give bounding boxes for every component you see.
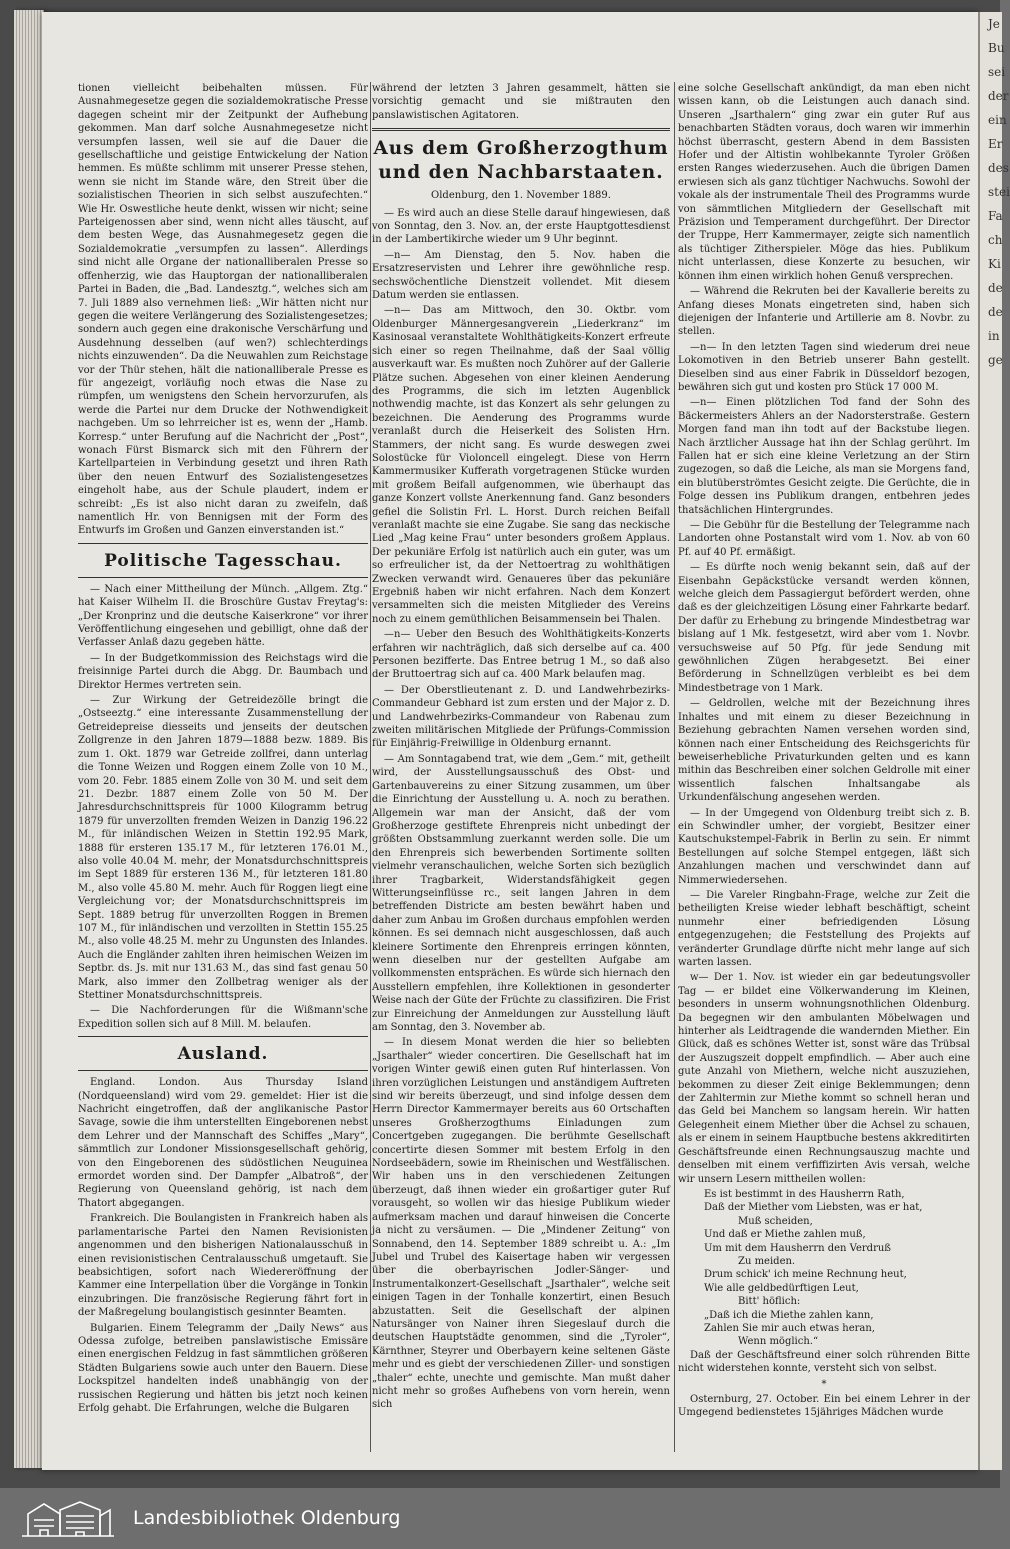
poem-line: Und daß er Miethe zahlen muß, (704, 1229, 866, 1241)
article-paragraph: Bulgarien. Einem Telegramm der „Daily News“ aus Odessa zufolge, betreiben panslawistische Emissäre einen energischen Feldzug in fast sämmtlichen größeren Städten Bulgariens sowie auch unter den Bauern. Diese Lockspitzel handelten indeß unabhängig von der russischen Regierung und hätten bis jetzt noch keinen Erfolg gehabt. Die Erfahrungen, welche die Bulgaren (78, 1322, 368, 1414)
article-paragraph: während der letzten 3 Jahren gesammelt, hätten sie vorsichtig gemacht und sie mißtrauten den panslawistischen Agitatoren. (372, 83, 670, 121)
library-building-icon (18, 1498, 118, 1538)
next-page-fragment: Je (988, 17, 1000, 31)
article-paragraph: —n— Das am Mittwoch, den 30. Oktbr. vom Oldenburger Männergesangverein „Liederkranz“ im Kasinosaal veranstaltete Wohlthätigkeits-Konzert erfreute sich einer so regen Theilnahme, daß der Saal völlig ausverkauft war. Es mußten noch Zuhörer auf der Gallerie Plätze suchen. Abgesehen von einer kleinen Aenderung des Programms, die sich im letzten Augenblick nothwendig machte, ist das Konzert als sehr gelungen zu bezeichnen. Die Aenderung des Programms wurde veranlaßt durch die Heiserkeit des Solisten Hrn. Stammers, der nicht sang. Es wurde deswegen zwei Solostücke für Violoncell eingelegt. Diese von Herrn Kammermusiker Kufferath vorgetragenen Stücke wurden mit großem Beifall aufgenommen, wie überhaupt das ganze Konzert vollste Anerkennung fand. Ganz besonders gefiel die Solistin Frl. L. Horst. Durch reichen Beifall veranlaßt machte sie eine Zugabe. Sie sang das neckische Lied „Mag keine Frau“ unter besonders großem Applaus. Der pekuniäre Erfolg ist natürlich auch ein guter, was um so erfreulicher ist, da der Nettoertrag zu wohlthätigen Zwecken verwandt wird. Genaueres über das pekuniäre Ergebniß haben wir nicht erfahren. Nach dem Konzert versammelten sich die meisten Mitglieder des Vereins noch zu einem gemüthlichen Beisammensein bei Thalen. (372, 305, 670, 625)
dateline: Oldenburg, den 1. November 1889. (431, 190, 611, 202)
column-1 (78, 82, 368, 1417)
poem-line: Daß der Miether vom Liebsten, was er hat, (704, 1202, 923, 1214)
section-heading: Ausland. (177, 1044, 269, 1065)
next-page-fragment: Er (988, 137, 1003, 151)
divider (78, 1036, 368, 1037)
library-footer (0, 1488, 1000, 1549)
next-page-edge (978, 12, 1010, 1470)
section-heading: Politische Tagesschau. (104, 550, 342, 571)
column-2 (372, 82, 670, 1414)
next-page-fragment: der (988, 89, 1009, 103)
newspaper-page (42, 12, 978, 1470)
library-name: Landesbibliothek Oldenburg (133, 1507, 401, 1529)
poem-line: Zahlen Sie mir auch etwas heran, (704, 1322, 875, 1334)
poem-line: Wenn möglich.“ (738, 1336, 819, 1348)
next-page-fragment: Bu (988, 41, 1005, 55)
next-page-fragment: in (988, 329, 1000, 343)
article-paragraph: — Am Sonntagabend trat, wie dem „Gem.“ mit, getheilt wird, der Ausstellungsausschuß des Obst- und Gartenbauvereins zu einer Sitzung zusammen, um über die Einrichtung der Ausstellung u. A. noch zu berathen. Allgemein war man der Ansicht, daß der vom Großherzoge gestiftete Ehrenpreis nicht unbedingt der größten Obstsammlung zuerkannt werden solle. Die um den Ehrenpreis sich bewerbenden Sortimente sollten vielmehr veranschaulichen, welche Sorten sich bezüglich ihrer Tragbarkeit, Widerstandsfähigkeit gegen Witterungseinflüsse rc., seit langen Jahren in dem betreffenden Districte am besten bewährt haben und daher zum Anbau im Großen durchaus empfohlen werden können. Es sei demnach nicht ausgeschlossen, daß auch kleinere Sortimente den Ehrenpreis erringen könnten, wenn dieselben nur der gestellten Aufgabe am vollkommensten entsprächen. Es würde sich hiernach den Ausstellern empfehlen, ihre Kollektionen in gesonderter Weise nach der Güte der Früchte zu classifiziren. Die Frist zur Einreichung der Anmeldungen zur Ausstellung läuft am Sonntag, den 3. November ab. (372, 753, 670, 1033)
poem-line: Um mit dem Hausherrn den Verdruß (704, 1242, 891, 1254)
article-paragraph: —n— Einen plötzlichen Tod fand der Sohn des Bäckermeisters Ahlers an der Nadorsterstraße. Gestern Morgen fand man ihn todt auf der Backstube liegen. Nach ärztlicher Aussage hat ihn der Schlag gerührt. Im Fallen hat er sich eine kleine Verletzung an der Stirn zugezogen, so daß die Leiche, als man sie Morgens fand, ein blutüberströmtes Gesicht zeigte. Die Gerüchte, die in Folge dessen ins Publikum drangen, entbehren jedes thatsächlichen Hintergrundes. (678, 397, 970, 516)
poem-line: „Daß ich die Miethe zahlen kann, (704, 1309, 874, 1321)
next-page-fragment: sei (988, 65, 1006, 79)
article-paragraph: — Es dürfte noch wenig bekannt sein, daß auf der Eisenbahn Gepäckstücke versandt werden können, welche gleich dem Passagiergut befördert werden, ohne daß es der gleichzeitigen Lösung einer Fahrkarte bedarf. Der dafür zu Erhebung zu bringende Mindestbetrag war bislang auf 1 Mk. festgesetzt, wird aber vom 1. Novbr. versuchsweise auf 50 Pfg. für jede Sendung mit gewöhnlichen Zügen herabgesetzt. Bei einer Beförderung in Schnellzügen verbleibt es bei dem Mindestbetrage von 1 Mark. (678, 562, 970, 694)
article-paragraph: — Nach einer Mittheilung der Münch. „Allgem. Ztg.“ hat Kaiser Wilhelm II. die Broschüre Gustav Freytag's: „Der Kronprinz und die deutsche Kaiserkrone“ vor ihrer Veröffentlichung eingesehen und gebilligt, ohne daß der Verfasser Anlaß dazu gegeben hätte. (78, 583, 368, 649)
section-star: * (821, 1378, 827, 1390)
next-page-fragment: ch (988, 233, 1003, 247)
divider (78, 543, 368, 544)
article-paragraph: —n— In den letzten Tagen sind wiederum drei neue Lokomotiven in den Betrieb unserer Bahn gestellt. Dieselben sind aus einer Fabrik in Düsseldorf bezogen, bewähren sich gut und kosten pro Stück 17 000 M. (678, 341, 970, 393)
next-page-fragment: ge (988, 353, 1003, 367)
article-paragraph: — Es wird auch an diese Stelle darauf hingewiesen, daß von Sonntag, den 3. Nov. an, der erste Hauptgottesdienst in der Lambertikirche wieder um 9 Uhr beginnt. (372, 207, 670, 246)
article-paragraph: — Geldrollen, welche mit der Bezeichnung ihres Inhaltes und mit einem zu dieser Bezeichnung in Beziehung gebrachten Namen versehen worden sind, können nach einer Entscheidung des Reichsgerichts für beweiserhebliche Privaturkunden gelten und es kann mithin das Beschreiben einer solchen Geldrolle mit einer wissentlich falschen Inhaltsangabe als Urkundenfälschung angesehen werden. (678, 698, 970, 804)
poem-line: Zu meiden. (738, 1255, 796, 1267)
next-page-fragment: Ki (988, 257, 1001, 271)
article-paragraph: — Während die Rekruten bei der Kavallerie bereits zu Anfang dieses Monats eingetreten sind, haben sich diejenigen der Infanterie und Artillerie am 8. Novbr. zu stellen. (678, 286, 970, 338)
column-rule (370, 82, 371, 1452)
next-page-fragment: de (988, 305, 1003, 319)
next-page-fragment: de (988, 281, 1003, 295)
poem-line: Wie alle geldbedürftigen Leut, (704, 1282, 859, 1294)
article-paragraph: — In der Budgetkommission des Reichstags wird die freisinnige Partei durch die Abgg. Dr. Baumbach und Direktor Hermes vertreten sein. (78, 652, 368, 691)
article-paragraph: — Zur Wirkung der Getreidezölle bringt die „Ostseeztg.“ eine interessante Zusammenstellung der Getreidepreise diesseits und jenseits der deutschen Zollgrenze in den Jahren 1879—1888 bezw. 1889. Bis zum 1. Okt. 1879 war Getreide zollfrei, dann unterlag die Tonne Weizen und Roggen einem Zolle von 10 M., vom 20. Febr. 1885 einem Zolle von 30 M. und seit dem 21. Dezbr. 1887 einem Zolle von 50 M. Der Jahresdurchschnittspreis für 1000 Kilogramm betrug 1879 für unverzollten fremden Weizen in Danzig 196.22 M., für inländischen Weizen in Stettin 192.95 Mark, 1888 für ersteren 135.17 M., für letzteren 176.01 M., also volle 40.04 M. mehr, der Monatsdurchschnittspreis im Sept 1889 für ersteren 136 M., für letzteren 181.80 M., also volle 45.80 M. mehr. Auch für Roggen liegt eine Vergleichung vor; der Monatsdurchschnittspreis im Sept. 1889 betrug für unverzollten Roggen in Bremen 107 M., für inländischen und verzollten in Stettin 155.25 M., also volle 48.25 M. mehr zu Ungunsten des Inlandes. Auch die Engländer zahlten ihren heimischen Weizen im Septbr. ds. Js. mit nur 131.63 M., das sind fast genau 50 Mark, also immer den Zollbetrag weniger als der Stettiner Monatsdurchschnittspreis. (78, 695, 368, 1001)
section-heading: Aus dem Großherzogthum und den Nachbarstaaten. (373, 138, 669, 184)
poem-line: Muß scheiden, (738, 1215, 813, 1227)
page-stack-edge (14, 10, 44, 1468)
article-paragraph: Osternburg, 27. October. Ein bei einem Lehrer in der Umgegend bedienstetes 15jähriges Mädchen wurde (678, 1394, 970, 1419)
article-paragraph: — In diesem Monat werden die hier so beliebten „Jsarthaler“ wieder concertiren. Die Gesellschaft hat im vorigen Winter gewiß einen guten Ruf hinterlassen. Von ihren vorzüglichen Leistungen und anständigem Auftreten sind wir bereits überzeugt, und sind infolge dessen dem Herrn Director Kammermayer bereits aus 60 Ortschaften unseres Großherzogthums Einladungen zum Concertgeben zugegangen. Die berühmte Gesellschaft concertirte diesen Sommer mit bestem Erfolg in den Nordseebädern, sowie im Rheinischen und Westfälischen. Wir haben uns in den verschiedenen Zeitungen überzeugt, daß ihnen wieder ein großartiger guter Ruf vorausgeht, so wollen wir das hiesige Publikum wieder aufmerksam machen und darauf hinweisen die Concerte ja nicht zu versäumen. — Die „Mindener Zeitung“ von Sonnabend, den 14. September 1889 schreibt u. A.: „Im Jubel und Trubel des Kaisertage haben wir vergessen über die oberbayrischen Jodler-Sänger- und Instrumentalkonzert-Gesellschaft „Jsarthaler“, welche seit einigen Tagen in der Tonhalle konzertirt, einen Besuch abzustatten. Seit die Gesellschaft der alpinen Natursänger von Nainer ihren Siegeslauf durch die deutschen Hauptstädte genommen, sind die „Tyroler“, Kärnthner, Steyrer und Oberbayern keine seltenen Gäste mehr und es giebt der verschiedenen Ziller- und sonstigen „thaler“ echte, unechte und gemischte. Man mußt daher nicht mehr so großes Aufhebens von vorn herein, wenn sich (372, 1037, 670, 1411)
article-paragraph: — Die Nachforderungen für die Wißmann'sche Expedition sollen sich auf 8 Mill. M. belaufen. (78, 1005, 368, 1030)
next-page-fragment: stei (988, 185, 1010, 199)
article-paragraph: eine solche Gesellschaft ankündigt, da man eben nicht wissen kann, ob die Leistungen auch danach sind. Unseren „Jsarthalern“ ging zwar ein guter Ruf aus benachbarten Städten voraus, doch waren wir immerhin höchst überrascht, gestern Abend in dem Bassisten Hofer und der Altistin wohlbekannte Tyroler Größen ersten Ranges wiederzusehen. Auch die übrigen Damen erwiesen sich als ganz tüchtiger Nachwuchs. Sowohl der vokale als der instrumentale Theil des Programms wurde von sämmtlichen Mitgliedern der Gesellschaft mit Präzision und Temperament durchgeführt. Der Director der Truppe, Herr Kammermayer, zeigte sich namentlich als tüchtiger Zitherspieler. Möge das hies. Publikum nicht unterlassen, diese Konzerte zu besuchen, wir können ihm einen wirklich hohen Genuß versprechen. (678, 83, 970, 282)
divider (78, 577, 368, 578)
divider (372, 128, 670, 131)
article-paragraph: w— Der 1. Nov. ist wieder ein gar bedeutungsvoller Tag — er bildet eine Völkerwanderung im Kleinen, besonders in unserm wohnungsnothlichen Oldenburg. Da begegnen wir den ambulanten Möbelwagen und hinterher als Leidtragende die wandernden Miether. Ein Glück, daß es schönes Wetter ist, sonst wäre das Trübsal der Auszugszeit doppelt empfindlich. — Aber auch eine gute Anzahl von Miethern, welche nicht auszuziehen, bekommen zu dieser Zeit einige Beklemmungen; denn der Zahltermin zur Miethe kommt so schnell heran und das Geld bei Manchem so langsam herein. Wir hatten Gelegenheit einem Miether über die Achsel zu schauen, als er einem in seinem Hauptbuche bestens akkreditirten Geschäftsfreunde einen Rechnungsauszug machte und denselben mit einem verfiffizirten Avis versah, welche wir unsern Lesern mittheilen wollen: (678, 972, 970, 1185)
next-page-fragment: ein (988, 113, 1007, 127)
poem-line: Drum schick' ich meine Rechnung heut, (704, 1269, 907, 1281)
article-paragraph: tionen vielleicht beibehalten müssen. Für Ausnahmegesetze gegen die sozialdemokratische Presse dagegen scheint mir der Zeitpunkt der Aufhebung gekommen. Man darf solche Ausnahmegesetze nicht versumpfen lassen, weil sie auf die Dauer die gesellschaftliche und geistige Entwickelung der Nation hemmen. Es müßte schlimm mit unserer Presse stehen, wenn sie nicht im Stande wäre, den Streit über die sozialistischen Theorien in sich selbst auszufechten.“ Wie Hr. Oswestliche heute denkt, wissen wir nicht; seine Parteigenossen aber sind, wenn nicht alles täuscht, auf dem besten Wege, das Ausnahmegesetz gegen die Sozialdemokratie „versumpfen zu lassen“. Allerdings sind nicht alle Organe der nationalliberalen Presse so offenherzig, wie das Hauptorgan der nationalliberalen Partei in Baden, die „Bad. Landesztg.“, welches sich am 7. Juli 1889 also vernehmen ließ: „Wir hätten nicht nur gegen die weitere Verlängerung des Sozialistengesetzes; sondern auch gegen eine drakonische Verschärfung und Ausdehnung desselben (auf wen?) schlechterdings nichts einzuwenden“. Da die Neuwahlen zum Reichstage vor der Thür stehen, hält die nationalliberale Presse es für angezeigt, vorläufig noch etwas die Nase zu rümpfen, um wenigstens den Schein hervorzurufen, als werde die Partei nur dem Drucke der Nothwendigkeit nachgeben. Um so lehrreicher ist es, wenn der „Hamb. Korresp.“ unter Berufung auf die Nachricht der „Post“, wonach Fürst Bismarck sich mit den Führern der Kartellparteien in Verbindung gesetzt und ihren Rath über den neuen Entwurf des Sozialistengesetzes eingeholt habe, aus der Schule plaudert, indem er schreibt: „Es ist also nicht daran zu zweifeln, daß namentlich Hr. von Bennigsen mit der Form des Entwurfs im Großen und Ganzen einverstanden ist.“ (78, 83, 368, 537)
article-paragraph: — Die Gebühr für die Bestellung der Telegramme nach Landorten ohne Postanstalt wird vom 1. Nov. ab von 60 Pf. auf 40 Pf. ermäßigt. (678, 520, 970, 558)
poem-line: Bitt' höflich: (738, 1296, 801, 1308)
poem-line: Es ist bestimmt in des Hausherrn Rath, (704, 1188, 905, 1200)
article-paragraph: — Die Vareler Ringbahn-Frage, welche zur Zeit die betheiligten Kreise wieder lebhaft beschäftigt, scheint nunmehr einer befriedigenden Lösung entgegenzugehen; die Feststellung des Projekts auf veränderter Grundlage dürfte nicht mehr lange auf sich warten lassen. (678, 889, 970, 968)
article-paragraph: Daß der Geschäftsfreund einer solch rührenden Bitte nicht widerstehen konnte, versteht sich von selbst. (678, 1349, 970, 1375)
column-rule (674, 82, 675, 1452)
divider (78, 1070, 368, 1071)
next-page-fragment: des (988, 161, 1009, 175)
article-paragraph: —n— Ueber den Besuch des Wohlthätigkeits-Konzerts erfahren wir nachträglich, daß sich derselbe auf ca. 400 Personen bezifferte. Das Entree betrug 1 M., so daß also der Bruttoertrag sich auf ca. 400 Mark belaufen mag. (372, 629, 670, 681)
next-page-fragment: Fa (988, 209, 1003, 223)
article-paragraph: — Der Oberstlieutenant z. D. und Landwehrbezirks-Commandeur Gebhard ist zum ersten und der Major z. D. und Landwehrbezirks-Commandeur von Rabenau zum zweiten militärischen Mitgliede der Prüfungs-Commission für Einjährig-Freiwillige in Oldenburg ernannt. (372, 684, 670, 750)
article-paragraph: — In der Umgegend von Oldenburg treibt sich z. B. ein Schwindler umher, der vorgiebt, Besitzer einer Kautschukstempel-Fabrik in Berlin zu sein. Er nimmt Bestellungen auf solche Stempel entgegen, läßt sich Anzahlungen machen und verschwindet dann auf Nimmerwiedersehen. (678, 807, 970, 886)
article-paragraph: England. London. Aus Thursday Island (Nordqueensland) wird vom 29. gemeldet: Hier ist die Nachricht eingetroffen, daß der anglikanische Pastor Savage, sowie die ihm unterstellten Eingeborenen nebst dem Lehrer und der Mannschaft des Schiffes „Mary“, sämmtlich zur Londoner Missionsgesellschaft gehörig, von den Eingeborenen des südöstlichen Neuguinea ermordet worden sind. Der Dampfer „Albatroß“, der Regierung von Queensland gehörig, ist nach dem Thatort abgegangen. (78, 1077, 368, 1209)
column-3 (678, 82, 970, 1422)
article-paragraph: Frankreich. Die Boulangisten in Frankreich haben als parlamentarische Partei den Namen Revisionisten angenommen und den bisherigen Nationalausschuß in einen revisionistischen Centralausschuß umgetauft. Sie beabsichtigen, sofort nach Wiedereröffnung der Kammer eine Interpellation über die Vorgänge in Tonkin einzubringen. Die französische Regierung fährt fort in der Maßregelung boulangistisch gesinnter Beamten. (78, 1213, 368, 1319)
article-paragraph: —n— Am Dienstag, den 5. Nov. haben die Ersatzreservisten und Lehrer ihre gewöhnliche resp. sechswöchentliche Dienstzeit vollendet. Mit diesem Datum werden sie entlassen. (372, 249, 670, 302)
